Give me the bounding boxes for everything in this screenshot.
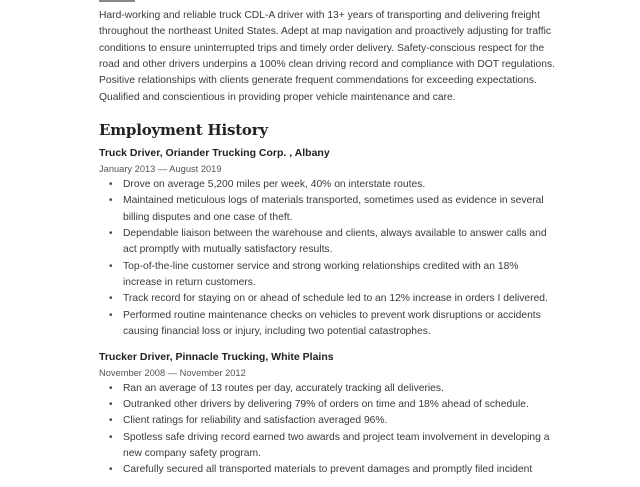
job-entry [99, 349, 549, 479]
employment-list [99, 145, 549, 479]
job-dates: January 2013 — August 2019 [99, 164, 222, 175]
bullet-line: • Maintained meticulous logs of materials transported, sometimes used as evidence in several [123, 195, 544, 207]
bullet-line: billing disputes and one case of theft. [123, 211, 293, 223]
job-bullets [99, 381, 549, 479]
job-bullet [123, 462, 549, 478]
job-bullet [123, 193, 549, 226]
job-bullet [123, 259, 549, 292]
employment-history-heading: Employment History [99, 121, 268, 140]
job-title: Trucker Driver, Pinnacle Trucking, White Plains [99, 350, 334, 363]
job-bullet [123, 381, 549, 397]
summary-line: Qualified and conscientious in providing proper vehicle maintenance and care. [99, 91, 456, 103]
bullet-line: act promptly with mutually satisfactory results. [123, 244, 333, 256]
job-bullet [123, 308, 549, 341]
summary-line: conditions to ensure uninterrupted trips and timely order delivery. Safety-conscious respect for the [99, 42, 545, 54]
job-bullet [123, 430, 549, 463]
bullet-line: • Spotless safe driving record earned two awards and project team involvement in developing a [123, 431, 550, 443]
job-title: Truck Driver, Oriander Trucking Corp. , Albany [99, 147, 330, 160]
bullet-line: increase in return customers. [123, 277, 256, 289]
summary-line: Positive relationships with clients generate frequent commendations for exceeding expectations. [99, 75, 537, 87]
job-dates: November 2008 — November 2012 [99, 367, 246, 378]
bullet-line: causing financial loss or injury, including two potential catastrophes. [123, 326, 431, 338]
summary-line: Hard-working and reliable truck CDL-A driver with 13+ years of transporting and delivering freight [99, 10, 540, 21]
summary-line: road and other drivers underpins a 100% clean driving record and compliance with DOT regulations. [99, 59, 555, 71]
bullet-line: • Track record for staying on or ahead of schedule led to an 12% increase in orders I delivered. [123, 293, 548, 305]
bullet-line: • Outranked other drivers by delivering 79% of orders on time and 18% ahead of schedule. [123, 398, 529, 410]
job-entry [99, 145, 549, 340]
job-bullet [123, 226, 549, 259]
bullet-line: • Top-of-the-line customer service and strong working relationships credited with an 18% [123, 260, 519, 272]
resume-page [99, 0, 555, 487]
job-bullet [123, 413, 549, 429]
bullet-line: • Performed routine maintenance checks on vehicles to prevent work disruptions or accidents [123, 309, 541, 321]
bullet-line: • Client ratings for reliability and satisfaction averaged 96%. [123, 415, 388, 427]
job-bullets [99, 177, 549, 340]
bullet-line: • Drove on average 5,200 miles per week, 40% on interstate routes. [123, 179, 426, 191]
bullet-line: new company safety program. [123, 447, 261, 459]
summary-line: throughout the northeast United States. Adept at map navigation and proactively adjusting for traffic [99, 26, 552, 38]
job-bullet [123, 291, 549, 307]
profile-summary [99, 8, 555, 106]
bullet-line: • Ran an average of 13 routes per day, accurately tracking all deliveries. [123, 382, 444, 394]
bullet-line: • Dependable liaison between the warehouse and clients, always available to answer calls and [123, 228, 547, 240]
job-bullet [123, 177, 549, 193]
cropped-section-heading [99, 0, 135, 2]
bullet-line: • Carefully secured all transported materials to prevent damages and promptly filed incident [123, 464, 533, 476]
job-bullet [123, 397, 549, 413]
